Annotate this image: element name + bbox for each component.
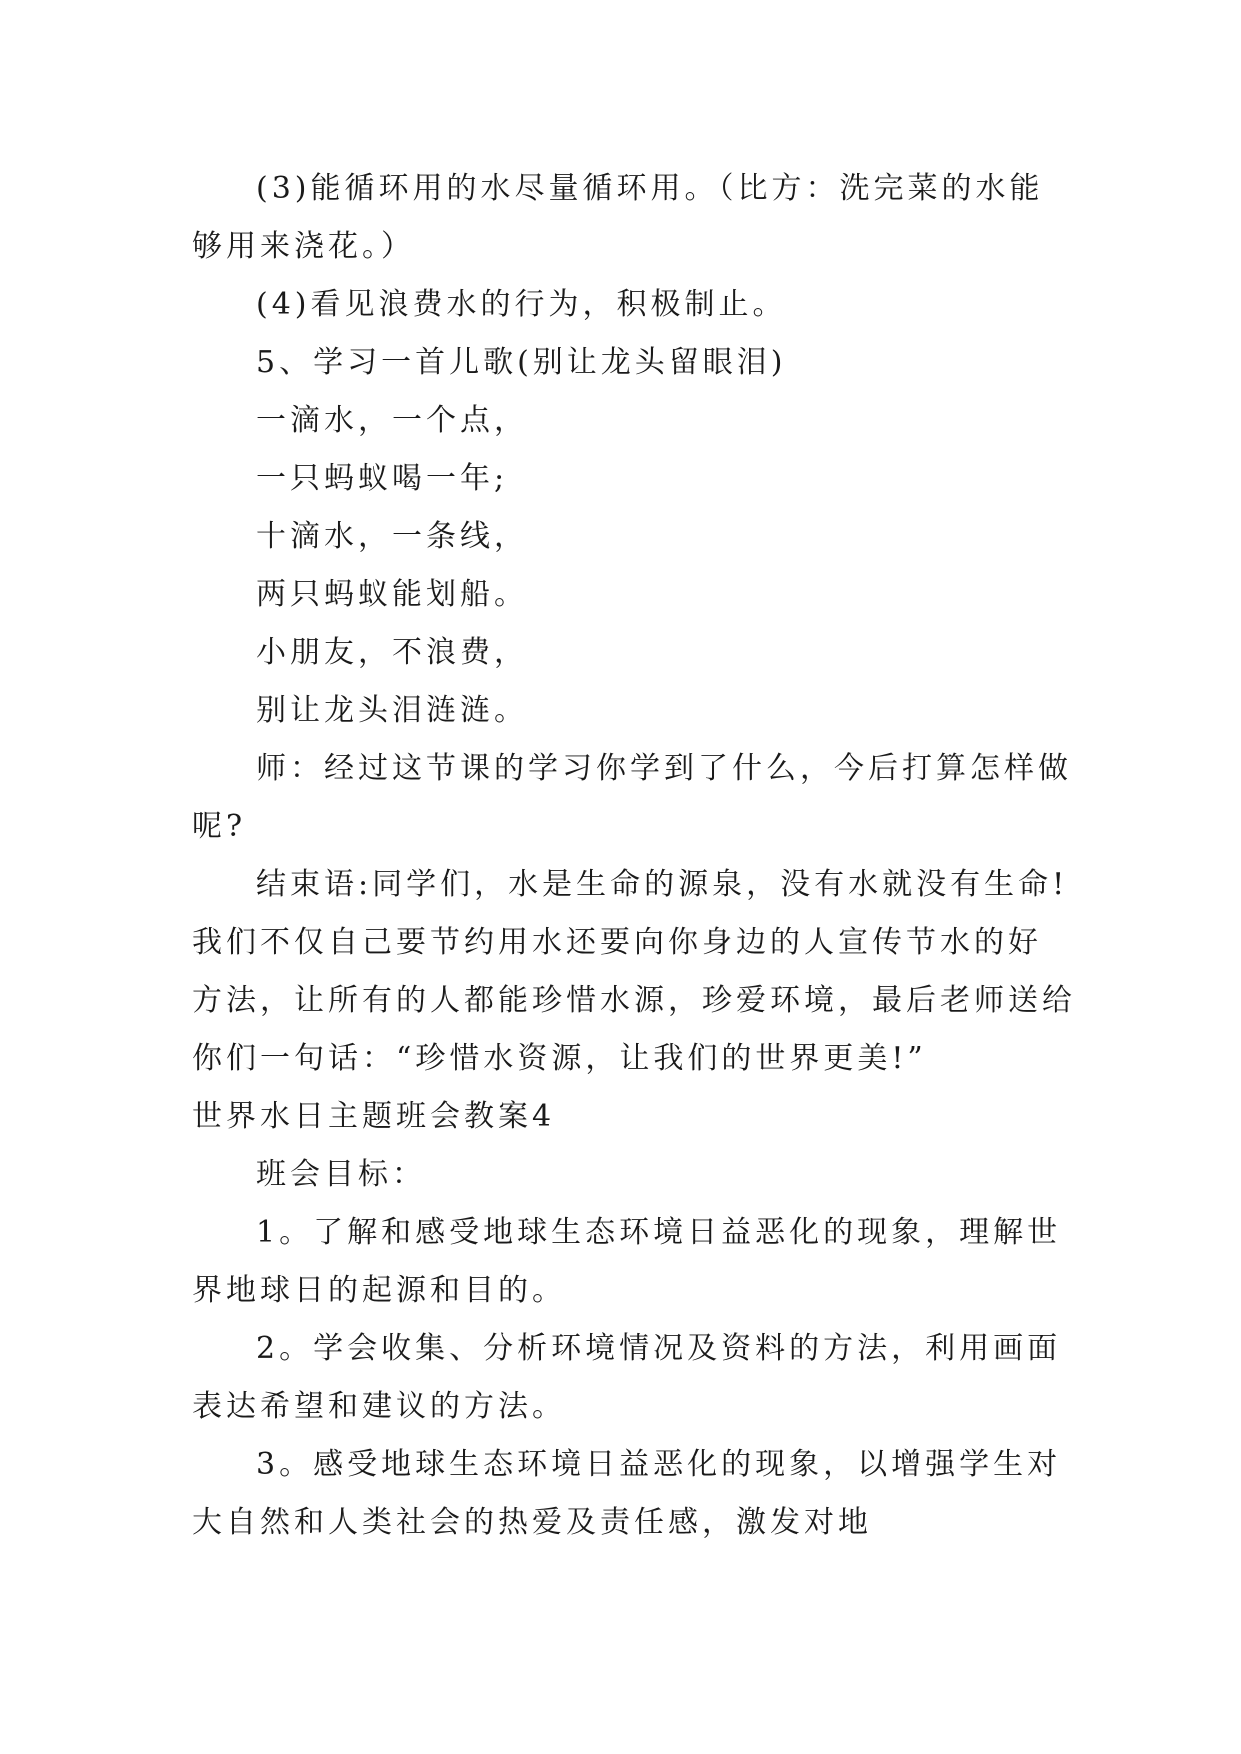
paragraph-line: 方法，让所有的人都能珍惜水源，珍爱环境，最后老师送给 bbox=[192, 983, 1076, 1018]
poem-line: 十滴水，一条线， bbox=[256, 519, 528, 554]
paragraph-line: 你们一句话：“珍惜水资源，让我们的世界更美!” bbox=[192, 1041, 927, 1076]
paragraph-line: (3)能循环用的水尽量循环用。（比方：洗完菜的水能 bbox=[256, 171, 1044, 206]
poem-line: 一只蚂蚁喝一年; bbox=[256, 461, 509, 496]
poem-line: 两只蚂蚁能划船。 bbox=[256, 577, 528, 612]
paragraph-line: (4)看见浪费水的行为，积极制止。 bbox=[256, 287, 787, 322]
paragraph-line: 1。了解和感受地球生态环境日益恶化的现象，理解世 bbox=[256, 1215, 1062, 1250]
paragraph-line: 界地球日的起源和目的。 bbox=[192, 1273, 566, 1308]
paragraph-line: 2。学会收集、分析环境情况及资料的方法，利用画面 bbox=[256, 1331, 1062, 1366]
paragraph-line: 结束语:同学们，水是生命的源泉，没有水就没有生命! bbox=[256, 867, 1069, 902]
poem-line: 一滴水，一个点， bbox=[256, 403, 528, 438]
document-body bbox=[192, 160, 1076, 1552]
paragraph-line: 大自然和人类社会的热爱及责任感，激发对地 bbox=[192, 1505, 872, 1540]
poem-line: 别让龙头泪涟涟。 bbox=[256, 693, 528, 728]
paragraph-line: 3。感受地球生态环境日益恶化的现象，以增强学生对 bbox=[256, 1447, 1062, 1482]
paragraph-line: 班会目标： bbox=[256, 1157, 426, 1192]
paragraph-line: 呢? bbox=[192, 809, 247, 844]
poem-line: 小朋友，不浪费， bbox=[256, 635, 528, 670]
section-heading: 5、学习一首儿歌(别让龙头留眼泪) bbox=[256, 345, 787, 380]
paragraph-line: 我们不仅自己要节约用水还要向你身边的人宣传节水的好 bbox=[192, 925, 1042, 960]
paragraph-line: 表达希望和建议的方法。 bbox=[192, 1389, 566, 1424]
document-heading: 世界水日主题班会教案4 bbox=[192, 1099, 556, 1134]
paragraph-line: 够用来浇花。） bbox=[192, 229, 415, 264]
paragraph-line: 师：经过这节课的学习你学到了什么，今后打算怎样做 bbox=[256, 751, 1072, 786]
